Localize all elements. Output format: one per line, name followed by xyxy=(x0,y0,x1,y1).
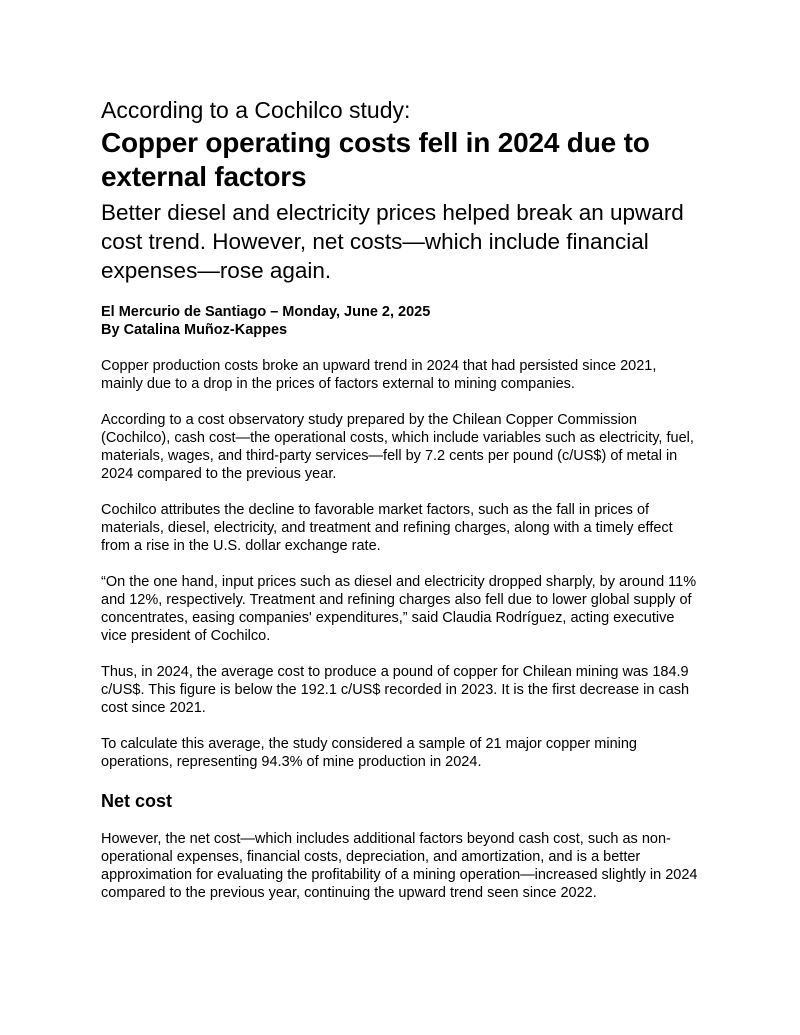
article-deck: Better diesel and electricity prices helped break an upward cost trend. However, net costs—which include financial expenses—rose again. xyxy=(101,200,684,283)
section-paragraph-1: However, the net cost—which includes additional factors beyond cash cost, such as non-operational expenses, financial costs, depreciation, and amortization, and is a better approximation for evaluating the profitability of a mining operation—increased slightly in 2024 compared to the previous year, continuing the upward trend seen since 2022. xyxy=(101,831,698,901)
body-paragraph-2: According to a cost observatory study prepared by the Chilean Copper Commission (Cochilco), cash cost—the operational costs, which include variables such as electricity, fuel, materials, wages, and third-party services—fell by 7.2 cents per pound (c/US$) of metal in 2024 compared to the previous year. xyxy=(101,412,694,482)
body-paragraph-1: Copper production costs broke an upward trend in 2024 that had persisted since 2021, mainly due to a drop in the prices of factors external to mining companies. xyxy=(101,358,657,392)
author: By Catalina Muñoz-Kappes xyxy=(101,322,288,338)
body-paragraph-4: “On the one hand, input prices such as diesel and electricity dropped sharply, by around 11% and 12%, respectively. Treatment and refining charges also fell due to lower global supply of concentrates, easing companies' expenditures,” said Claudia Rodríguez, acting executive vice president of Cochilco. xyxy=(101,574,697,644)
body-paragraph-3: Cochilco attributes the decline to favorable market factors, such as the fall in prices of materials, diesel, electricity, and treatment and refining charges, along with a timely effect from a rise in the U.S. dollar exchange rate. xyxy=(101,502,673,554)
article-headline: Copper operating costs fell in 2024 due to external factors xyxy=(101,127,650,192)
dateline: El Mercurio de Santiago – Monday, June 2, 2025 xyxy=(101,304,431,320)
article-kicker: According to a Cochilco study: xyxy=(101,97,411,123)
article xyxy=(101,96,701,902)
section-heading-net-cost: Net cost xyxy=(101,791,173,811)
body-paragraph-6: To calculate this average, the study considered a sample of 21 major copper mining operations, representing 94.3% of mine production in 2024. xyxy=(101,736,637,770)
body-paragraph-5: Thus, in 2024, the average cost to produce a pound of copper for Chilean mining was 184.9 c/US$. This figure is below the 192.1 c/US$ recorded in 2023. It is the first decrease in cash cost since 2021. xyxy=(101,664,690,716)
byline xyxy=(101,303,701,339)
